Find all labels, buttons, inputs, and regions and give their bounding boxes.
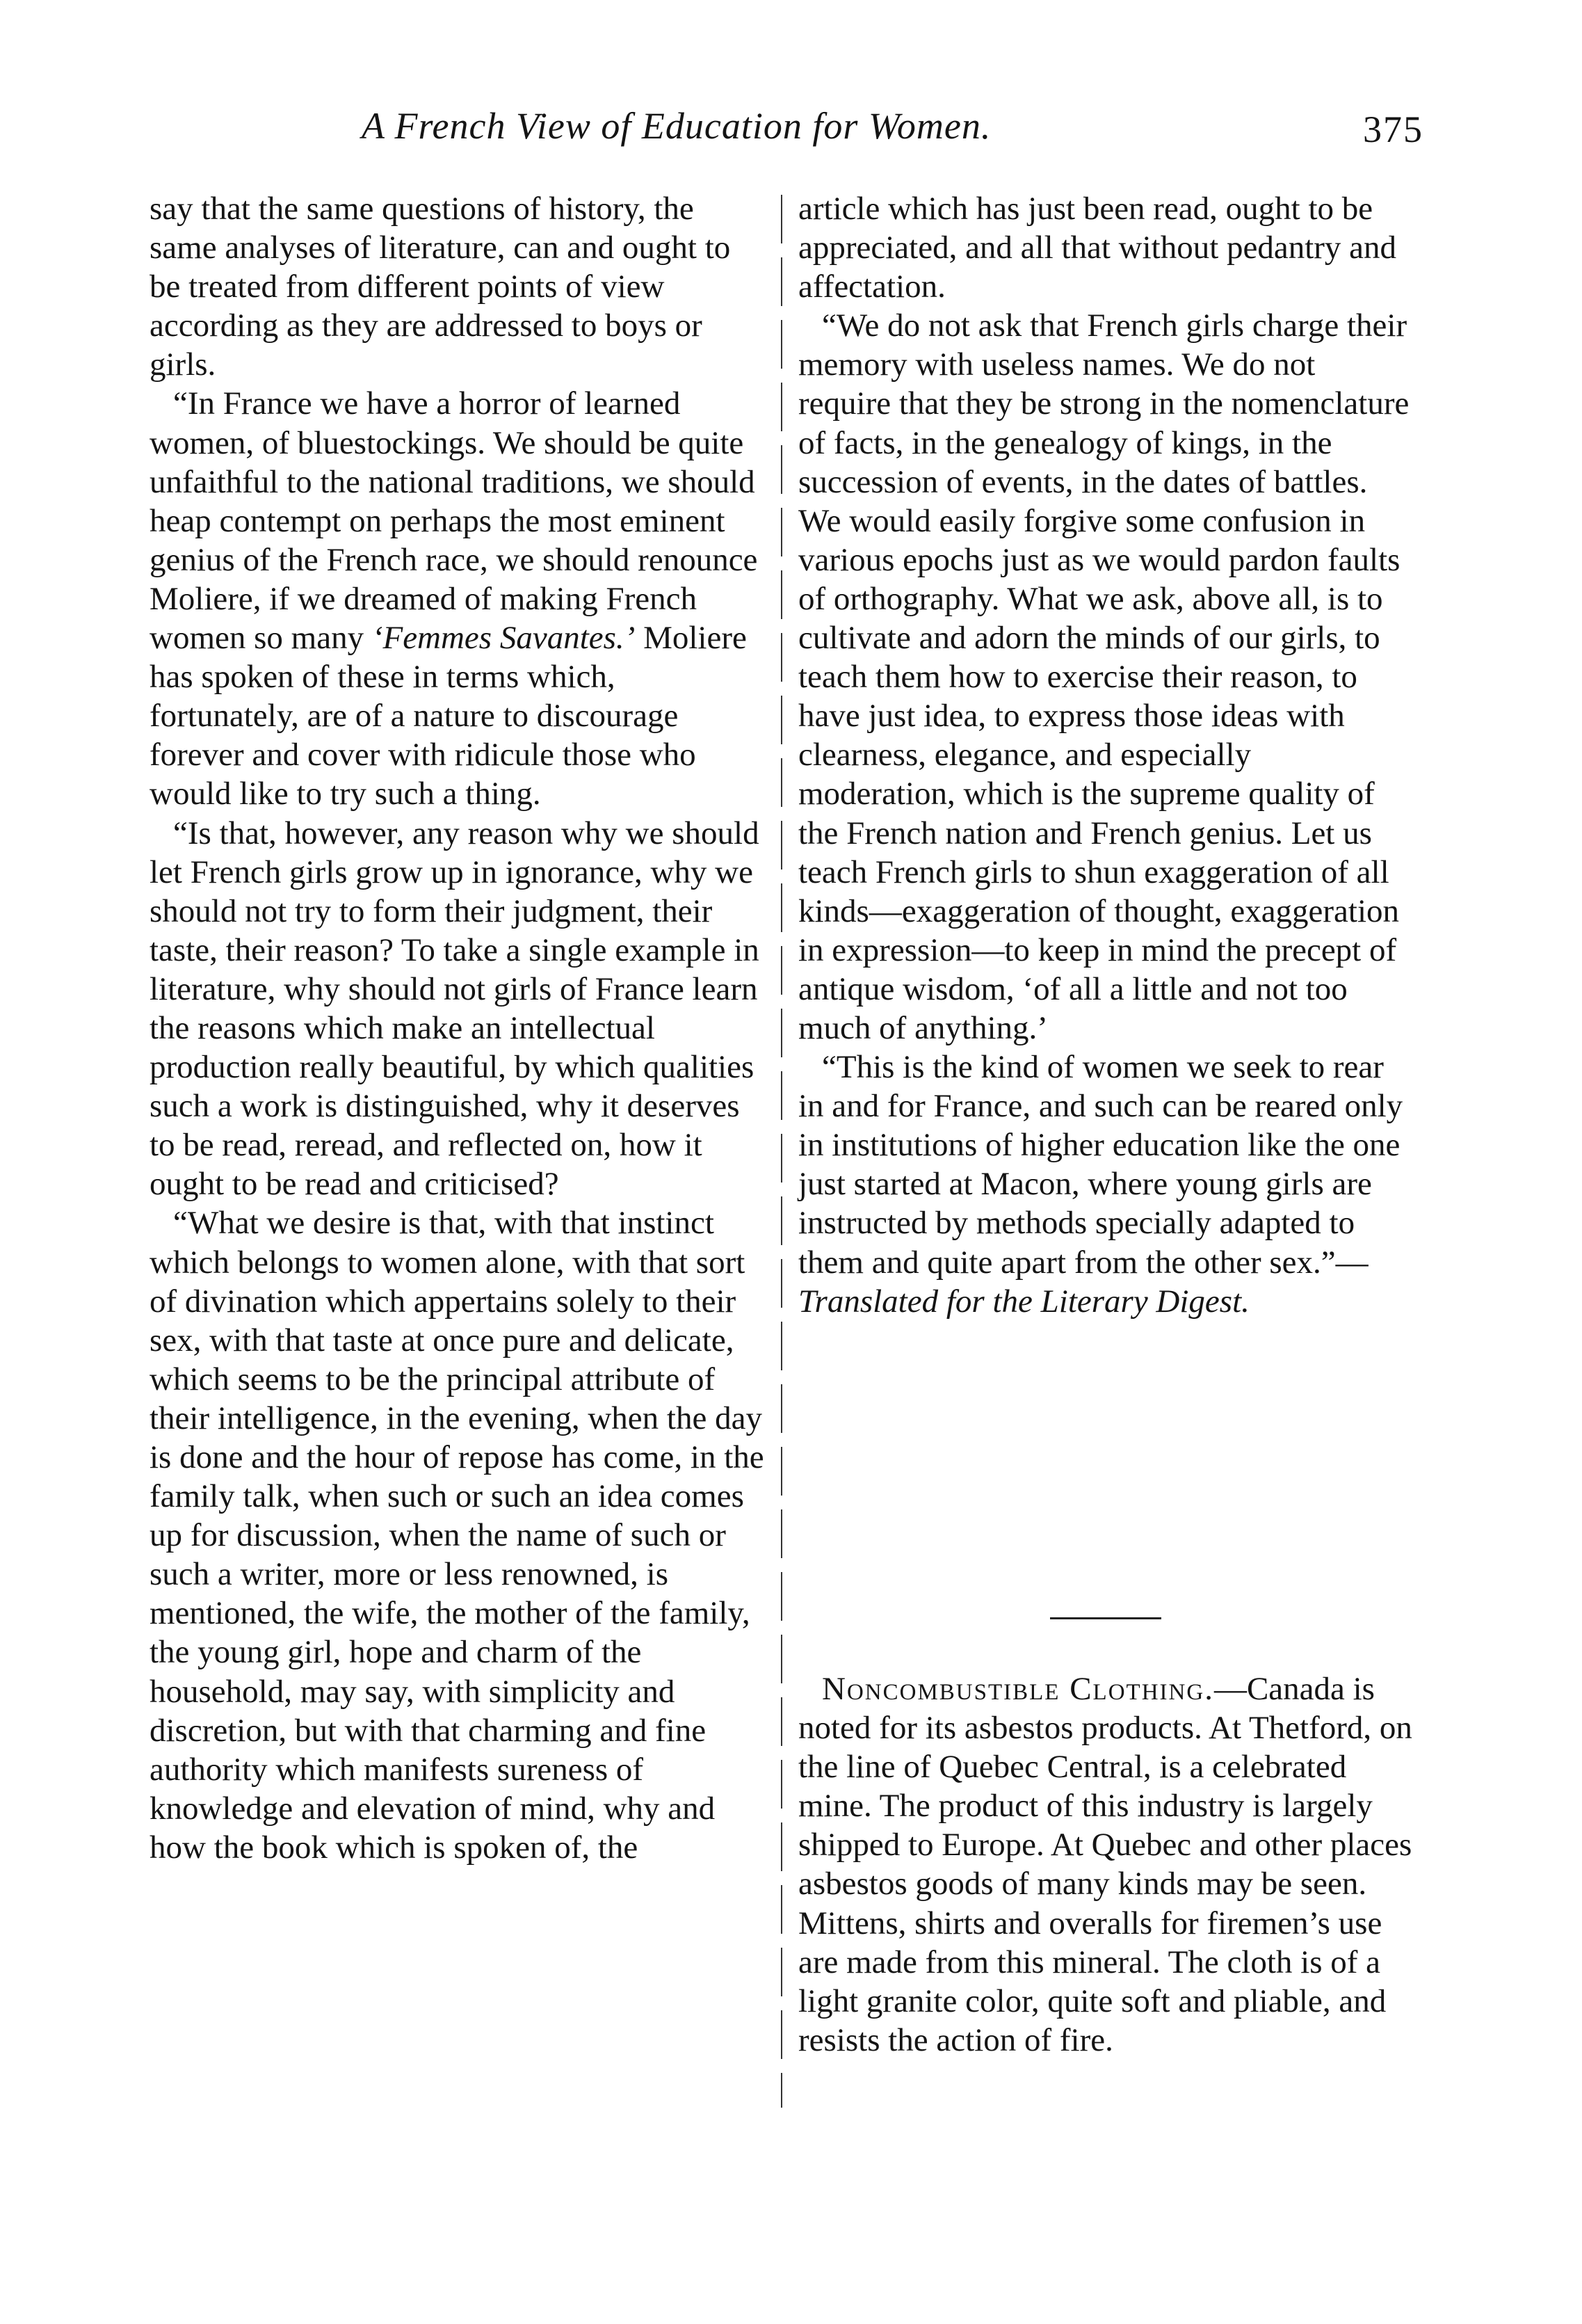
paragraph: say that the same questions of history, the same analyses of literature, can and ought to be treated from different points of view according as they are addressed to boys or girls. [150, 191, 731, 383]
running-title: A French View of Education for Women. [362, 105, 992, 147]
column-divider [781, 195, 782, 2108]
paragraph [798, 306, 1414, 1048]
paragraph [798, 1048, 1414, 1321]
section-heading: Noncombustible Clothing. [822, 1671, 1214, 1707]
noncombustible-clothing-section [798, 1669, 1414, 2060]
paragraph-text: “What we desire is that, with that instinct which belongs to women alone, with that sort of divination which appertains solely to their sex, with that taste at once pure and delicate, which seems to be the principal attribute of their intelligence, in the evening, when the day is done and the hour of repose has come, in the family talk, when such or such an idea comes up for discussion, when the name of such or such a writer, more or less renowned, is mentioned, the wife, the mother of the family, the young girl, hope and charm of the household, may say, with simplicity and discretion, but with that charming and fine authority which manifests sureness of knowledge and elevation of mind, why and how the book which is spoken of, the [150, 1205, 764, 1866]
paragraph [150, 1203, 765, 1867]
paragraph [798, 1669, 1414, 2060]
translation-credit: Translated for the Literary Digest. [798, 1283, 1250, 1320]
paragraph-text: “Is that, however, any reason why we should let French girls grow up in ignorance, why we should not try to form their judgment, their taste, their reason? To take a single example in literature, why should not girls of France learn the reasons which make an intellectual production really beautiful, by which qualities such a work is distinguished, why it deserves to be read, reread, and reflected on, how it ought to be read and criticised? [150, 815, 759, 1203]
paragraph [150, 384, 765, 813]
right-column [798, 189, 1414, 1321]
paragraph-text: “We do not ask that French girls charge their memory with useless names. We do not require that they be strong in the nomenclature of facts, in the genealogy of kings, in the succession of events, in the dates of battles. We would easily forgive some confusion in various epochs just as we would pardon faults of orthography. What we ask, above all, is to cultivate and adorn the minds of our girls, to teach them how to exercise their reason, to have just idea, to express those ideas with clearness, elegance, and especially moderation, which is the supreme quality of the French nation and French genius. Let us teach French girls to shun exaggeration of all kinds—exaggeration of thought, exaggeration in expression—to keep in mind the precept of antique wisdom, ‘of all a little and not too much of anything.’ [798, 307, 1410, 1046]
italic-title: ‘Femmes Savantes.’ [371, 620, 636, 657]
paragraph-text: “In France we have a horror of learned women, of bluestockings. We should be quite unfaithful to the national traditions, we should heap contempt on perhaps the most eminent genius of the French race, we should renounce Moliere, if we dreamed of making French women so many [150, 385, 758, 657]
section-divider [1050, 1617, 1161, 1619]
paragraph-text: Canada is noted for its asbestos products. At Thetford, on the line of Quebec Central, is a celebrated mine. The product of this industry is largely shipped to Europe. At Quebec and other places asbestos goods of many kinds may be seen. Mittens, shirts and overalls for firemen’s use are made from this mineral. The cloth is of a light granite color, quite soft and pliable, and resists the action of fire. [798, 1671, 1412, 2058]
paragraph-text: “This is the kind of women we seek to rear in and for France, and such can be reared only in institutions of higher education like the one just started at Macon, where young girls are instructed by methods specially adapted to them and quite apart from the other sex.”— [798, 1049, 1403, 1281]
paragraph-text: Moliere has spoken of these in terms which, fortunately, are of a nature to discourage forever and cover with ridicule those who would like to try such a thing. [150, 620, 747, 812]
heading-dash: — [1213, 1671, 1247, 1707]
paragraph [150, 814, 765, 1204]
left-column [150, 189, 765, 1867]
page-number: 375 [1363, 109, 1423, 150]
paragraph: article which has just been read, ought to be appreciated, and all that without pedantry and affectation. [798, 191, 1397, 305]
